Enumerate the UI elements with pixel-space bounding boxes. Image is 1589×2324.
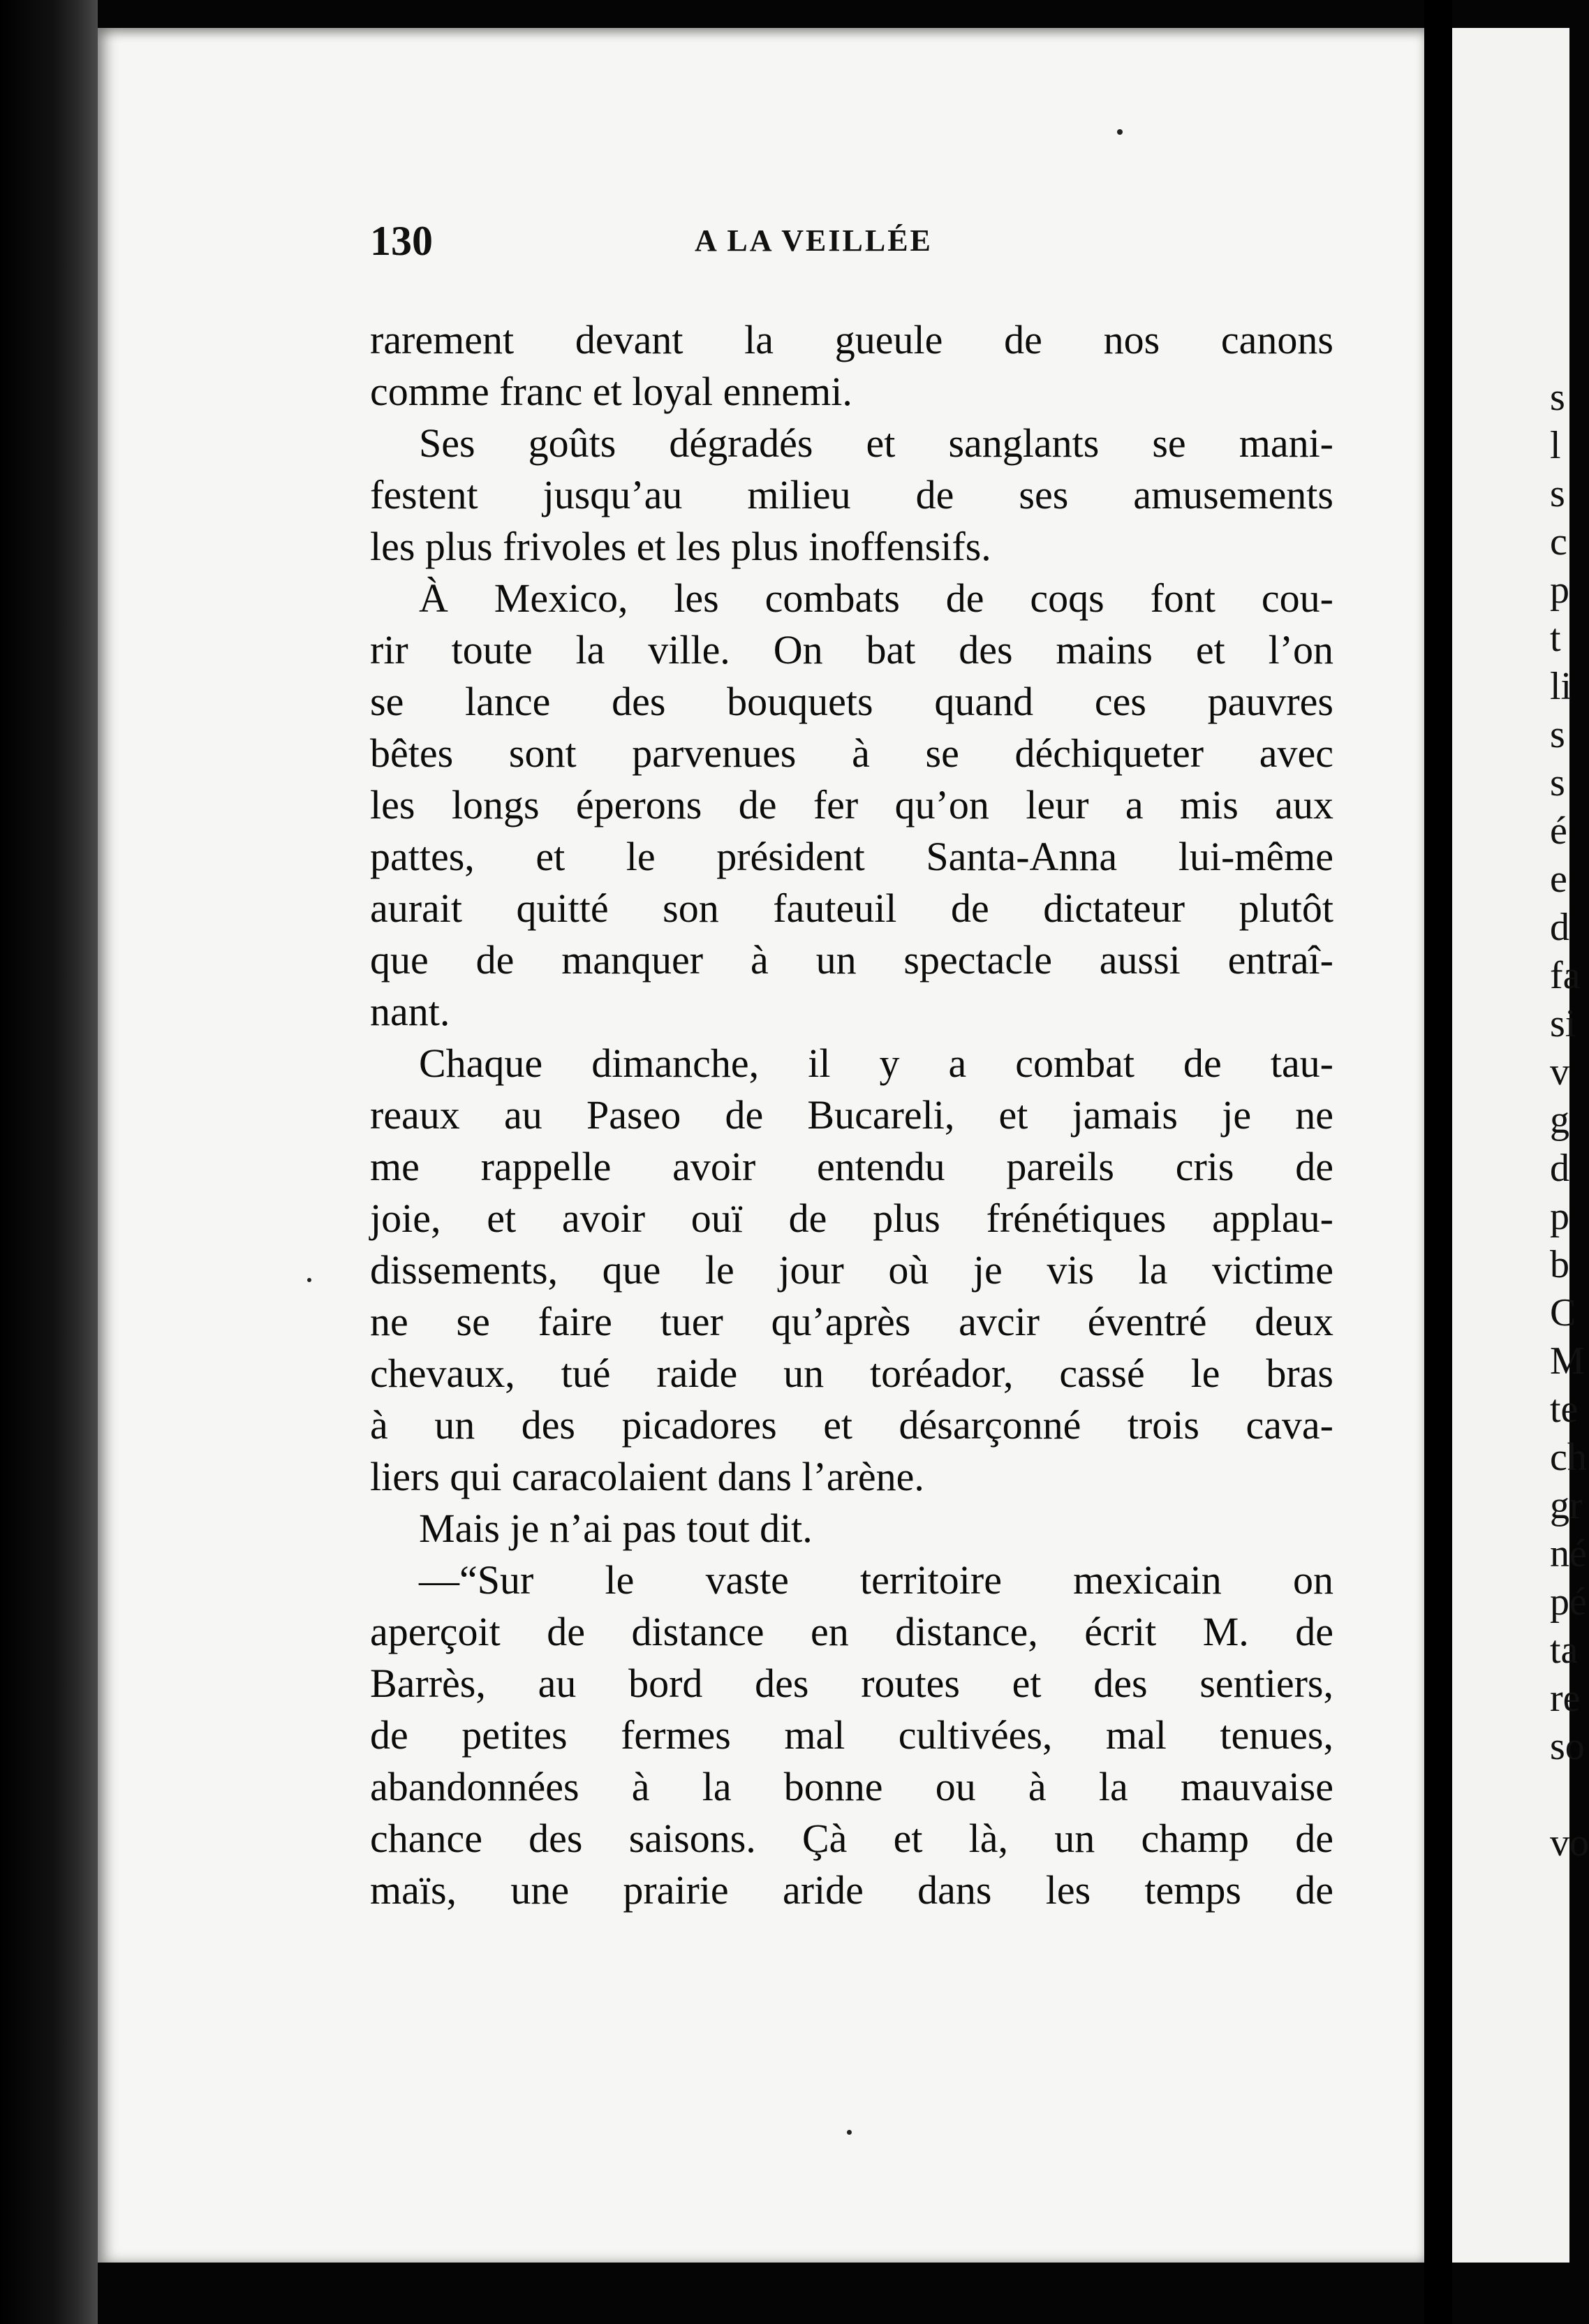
- scan-speck: [847, 2130, 852, 2135]
- facing-page-fragment: s: [1550, 472, 1565, 515]
- text-line: Chaque dimanche, il y a combat de tau-: [419, 1040, 1333, 1086]
- text-line: les plus frivoles et les plus inoffensifs.: [370, 524, 991, 569]
- text-line: reaux au Paseo de Bucareli, et jamais je ne: [370, 1092, 1333, 1138]
- text-line: me rappelle avoir entendu pareils cris de: [370, 1144, 1333, 1189]
- facing-page-fragment: vo: [1550, 1821, 1589, 1865]
- facing-page-fragment: gr: [1550, 1484, 1583, 1527]
- facing-page: [1452, 28, 1589, 2263]
- text-line: comme franc et loyal ennemi.: [370, 369, 852, 414]
- facing-page-fragment: ch: [1550, 1436, 1587, 1479]
- facing-page-fragment: d: [1550, 906, 1569, 949]
- text-line: bêtes sont parvenues à se déchiqueter avec: [370, 730, 1333, 776]
- page-number: 130: [370, 218, 433, 264]
- text-line: rarement devant la gueule de nos canons: [370, 317, 1333, 362]
- facing-page-fragment: [1550, 1771, 1589, 1819]
- facing-page-fragment: M: [1550, 1339, 1585, 1383]
- text-line: chance des saisons. Çà et là, un champ de: [370, 1816, 1333, 1861]
- running-title: A LA VEILLÉE: [695, 223, 933, 258]
- scan-speck: [1117, 129, 1123, 135]
- facing-page-fragment: fa: [1550, 954, 1581, 997]
- text-line: Mais je n’ai pas tout dit.: [419, 1506, 813, 1551]
- facing-page-fragment: pé: [1550, 1580, 1587, 1624]
- text-line: ne se faire tuer qu’après avcir éventré deux: [370, 1299, 1333, 1344]
- text-line: liers qui caracolaient dans l’arène.: [370, 1454, 924, 1499]
- facing-page-fragment: g: [1550, 1098, 1569, 1142]
- text-line: chevaux, tué raide un toréador, cassé le bras: [370, 1351, 1333, 1396]
- text-line: à un des picadores et désarçonné trois cava-: [370, 1402, 1333, 1448]
- facing-page-fragment: si: [1550, 1002, 1576, 1045]
- scan-speck: [307, 1278, 311, 1282]
- text-line: maïs, une prairie aride dans les temps de: [370, 1867, 1333, 1913]
- facing-page-fragment: te: [1550, 1388, 1579, 1431]
- text-line: nant.: [370, 989, 450, 1034]
- text-line: aperçoit de distance en distance, écrit M. de: [370, 1609, 1333, 1654]
- facing-page-fragments: [1550, 374, 1589, 1867]
- facing-page-fragment: c: [1550, 520, 1567, 564]
- text-line: joie, et avoir ouï de plus frénétiques applau-: [370, 1196, 1333, 1241]
- body-text: [370, 314, 1333, 1916]
- facing-page-fragment: li: [1550, 665, 1572, 708]
- facing-page-fragment: ta: [1550, 1628, 1579, 1672]
- facing-page-fragment: e: [1550, 858, 1567, 901]
- text-line: aurait quitté son fauteuil de dictateur plutôt: [370, 885, 1333, 931]
- facing-page-fragment: so: [1550, 1725, 1585, 1768]
- book-gutter: [1424, 0, 1452, 2324]
- text-line: À Mexico, les combats de coqs font cou-: [419, 575, 1333, 621]
- facing-page-fragment: s: [1550, 713, 1565, 756]
- text-line: que de manquer à un spectacle aussi entraî-: [370, 937, 1333, 983]
- text-line: dissements, que le jour où je vis la victime: [370, 1247, 1333, 1293]
- text-line: de petites fermes mal cultivées, mal tenues,: [370, 1712, 1333, 1758]
- facing-page-fragment: v: [1550, 1050, 1569, 1094]
- scan-left-edge: [0, 0, 98, 2324]
- text-line: pattes, et le président Santa-Anna lui-même: [370, 834, 1333, 879]
- text-line: rir toute la ville. On bat des mains et l’on: [370, 627, 1333, 672]
- text-line: se lance des bouquets quand ces pauvres: [370, 679, 1333, 724]
- facing-page-fragment: é: [1550, 809, 1567, 853]
- facing-page-fragment: s: [1550, 376, 1565, 419]
- facing-page-fragment: C: [1550, 1291, 1576, 1334]
- facing-page-fragment: d: [1550, 1147, 1569, 1190]
- text-line: festent jusqu’au milieu de ses amusements: [370, 472, 1333, 517]
- text-line: —“Sur le vaste territoire mexicain on: [419, 1557, 1333, 1603]
- facing-page-fragment: t: [1550, 617, 1561, 660]
- facing-page-fragment: b: [1550, 1243, 1569, 1286]
- text-line: les longs éperons de fer qu’on leur a mis aux: [370, 782, 1333, 828]
- text-line: Barrès, au bord des routes et des sentiers,: [370, 1661, 1333, 1706]
- facing-page-fragment: p: [1550, 568, 1569, 612]
- facing-page-fragment: s: [1550, 761, 1565, 804]
- facing-page-fragment: l: [1550, 424, 1561, 467]
- facing-page-fragment: re: [1550, 1677, 1581, 1720]
- facing-page-fragment: p: [1550, 1195, 1569, 1238]
- text-line: Ses goûts dégradés et sanglants se mani-: [419, 420, 1333, 466]
- text-line: abandonnées à la bonne ou à la mauvaise: [370, 1764, 1333, 1809]
- facing-page-fragment: né: [1550, 1532, 1587, 1575]
- page-header: [370, 209, 1326, 272]
